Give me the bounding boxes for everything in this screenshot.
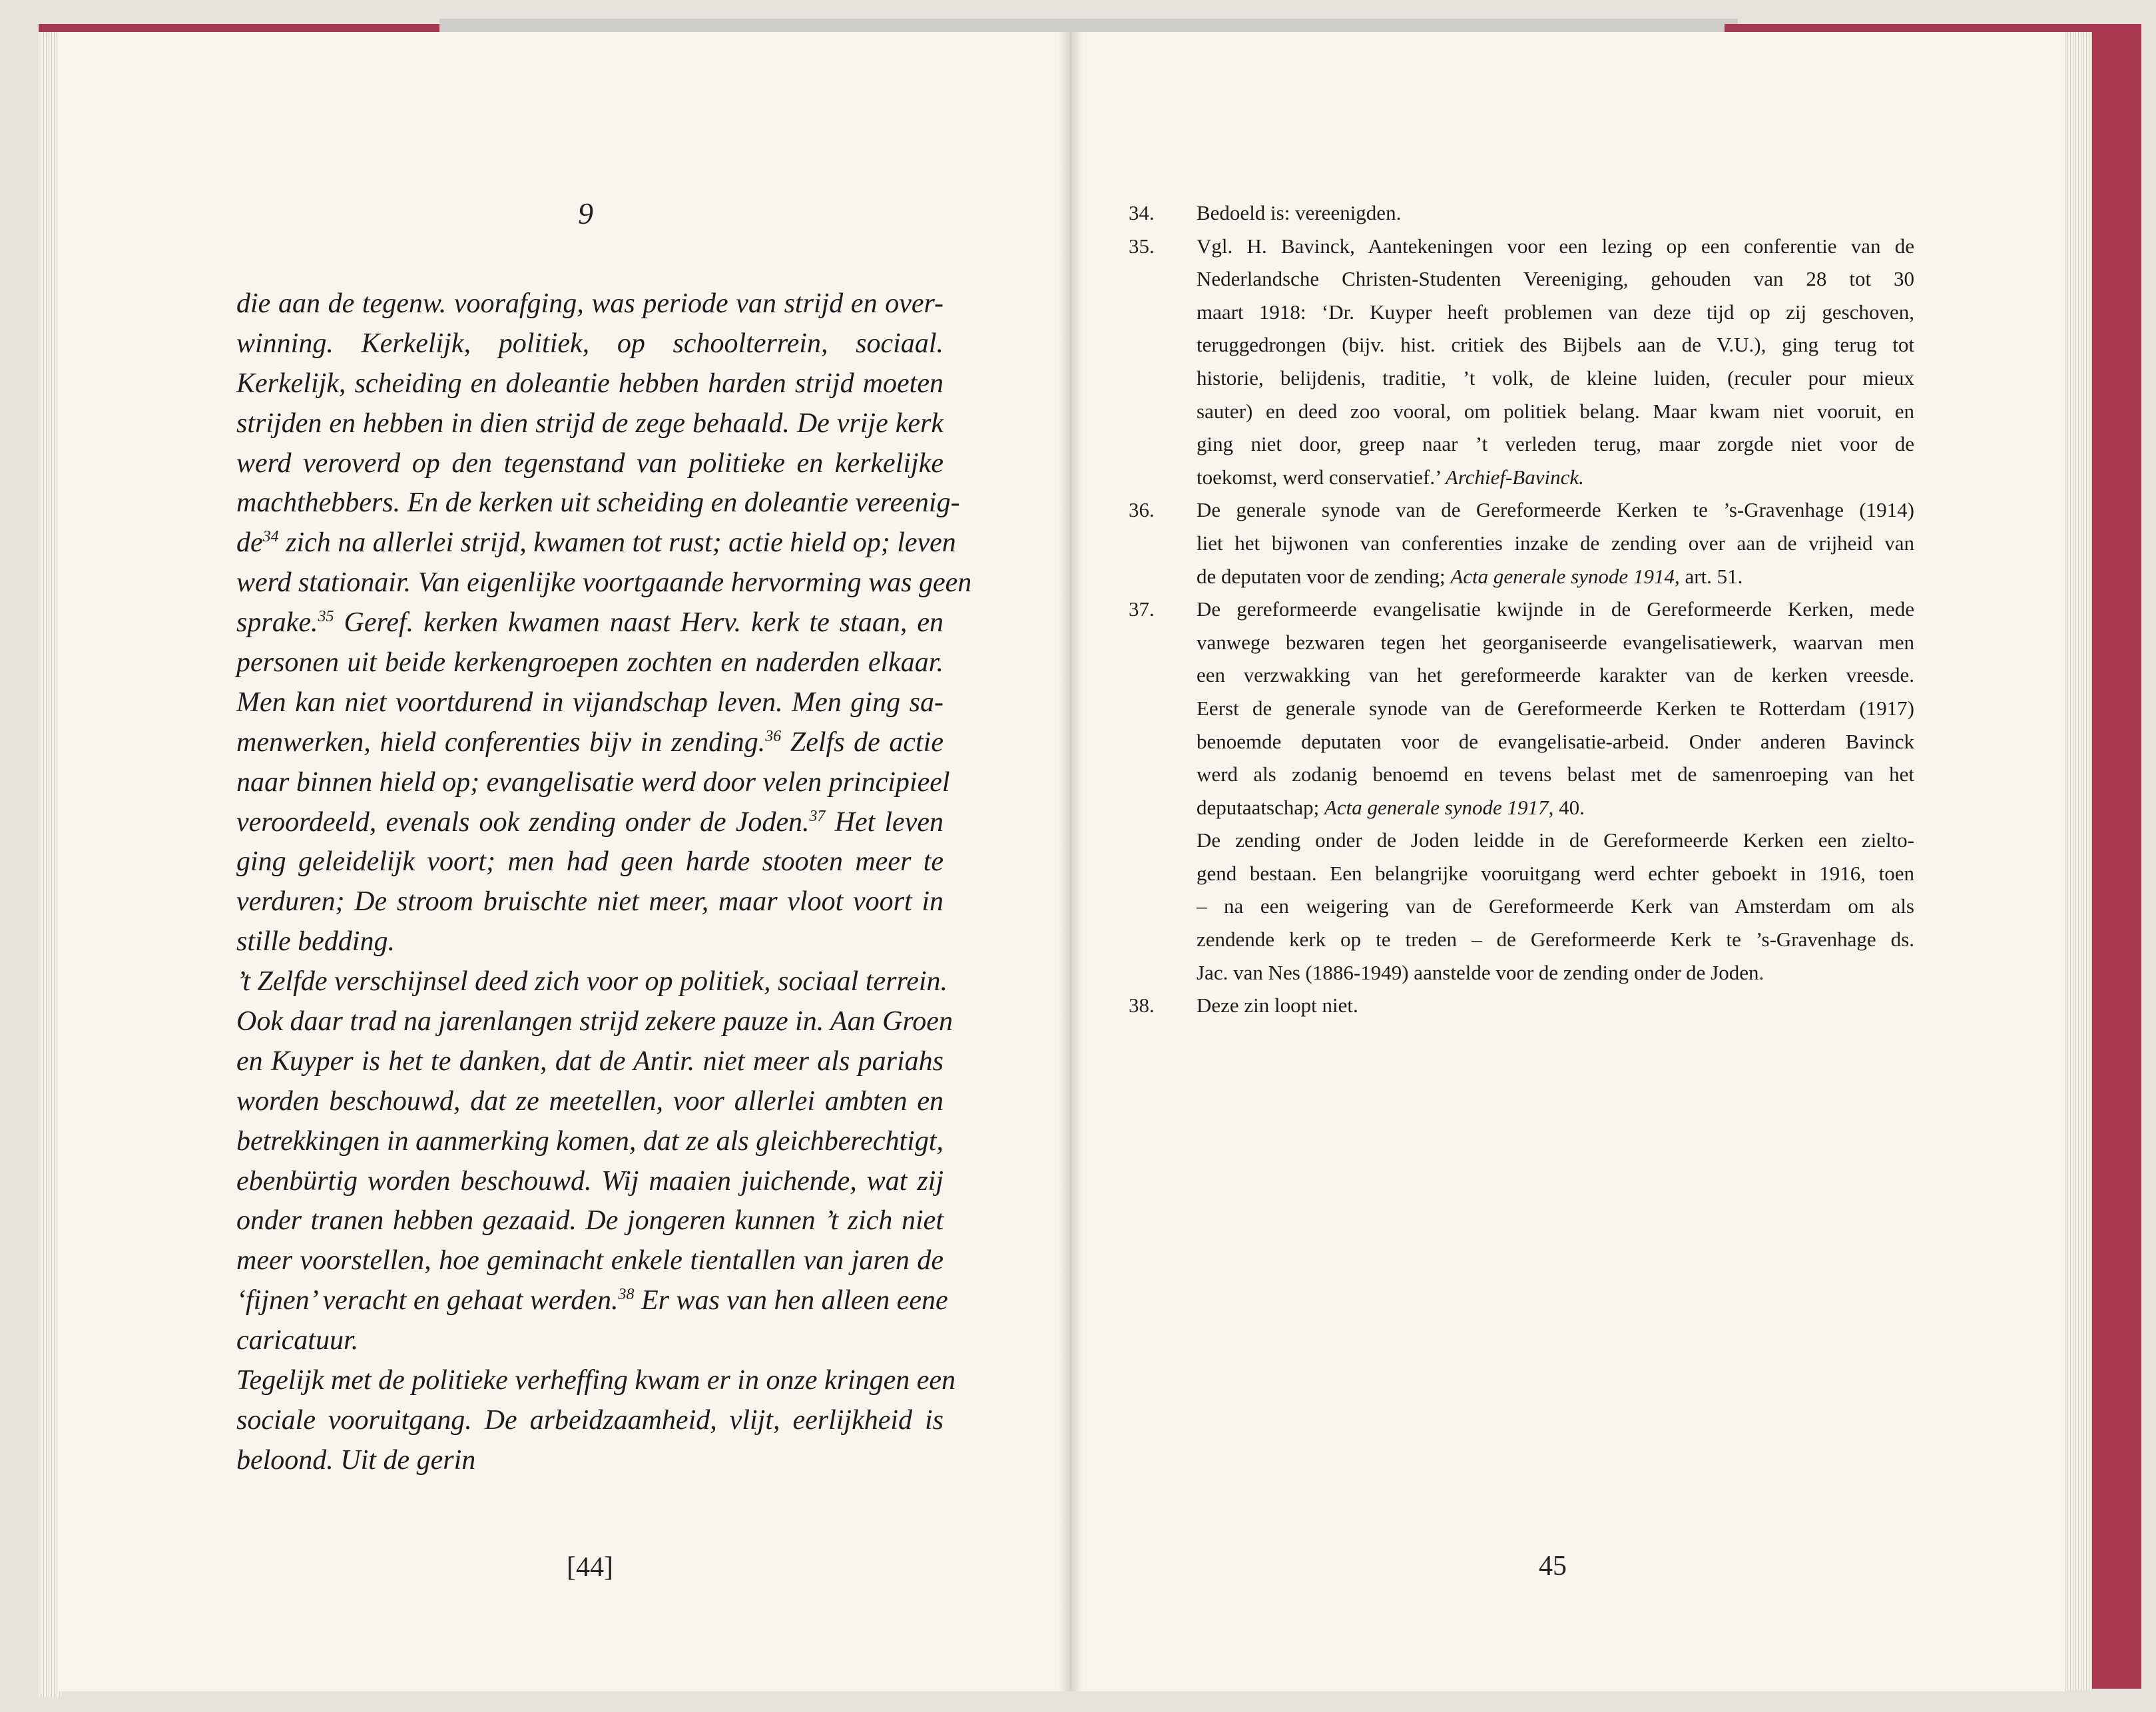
text-span: teruggedrongen (bijv. hist. critiek des Bijbels aan de V.U.), ging terug tot [1197,333,1914,357]
text-span: De zending onder de Joden leidde in de Gereformeerde Kerken een zielto- [1197,828,1914,852]
book-cover-right [2089,24,2141,1689]
text-span: Archief-Bavinck. [1445,465,1584,489]
text-span: sauter) en deed zoo vooral, om politiek belang. Maar kwam niet vooruit, en [1197,399,1914,423]
text-line [236,1241,943,1281]
text-span: maart 1918: ‘Dr. Kuyper heeft problemen van deze tijd op zij geschoven, [1197,300,1914,324]
footnote-line [1197,626,1914,659]
footnote-line [1197,560,1914,593]
text-span: de deputaten voor de zending; [1197,564,1451,588]
footnote-number: 38. [1129,994,1155,1017]
footnote-line [1197,527,1914,560]
footnote-line [1197,956,1914,990]
text-span: Tegelijk met de politieke verheffing kwam er in onze kringen een [236,1365,956,1396]
footnote-line [1197,890,1914,923]
text-span: de [236,527,263,559]
footnote-number: 36. [1129,498,1155,522]
footnote-line [1197,196,1914,230]
text-span: ‘fijnen’ veracht en gehaat werden. [236,1285,619,1316]
text-span: sociale vooruitgang. De arbeidzaamheid, vlijt, eerlijkheid is [236,1404,943,1436]
text-line [236,763,950,803]
page-edges-left [39,32,61,1697]
footnote-line [1197,725,1914,758]
footnote-item [1129,230,1914,494]
footnote-item [1129,989,1914,1022]
text-line [236,563,972,603]
text-span: een verzwakking van het gereformeerde karakter van de kerken vreesde. [1197,663,1914,687]
footnote-item [1129,593,1914,989]
footnote-text [1197,593,1914,989]
footnote-item [1129,196,1914,230]
text-span: winning. Kerkelijk, politiek, op schoolterrein, sociaal. [236,328,943,359]
footnote-line [1197,758,1914,791]
footnote-number: 35. [1129,234,1155,258]
text-span: , 40. [1548,795,1585,819]
text-line [236,1082,943,1122]
footnote-line [1197,791,1914,824]
chapter-number: 9 [578,196,593,230]
text-span: benoemde deputaten voor de evangelisatie-arbeid. Onder anderen Bavinck [1197,729,1914,753]
text-span: Geref. kerken kwamen naast Herv. kerk te staan, en [334,607,943,639]
text-span: liet het bijwonen van conferenties inzake de zending over aan de vrijheid van [1197,531,1914,555]
text-line [236,483,960,523]
text-span: worden beschouwd, dat ze meetellen, voor allerlei ambten en [236,1085,943,1117]
text-span: gend bestaan. Een belangrijke vooruitgang werd echter geboekt in 1916, toen [1197,861,1914,885]
text-line [236,1042,943,1082]
text-span: ebenbürtig worden beschouwd. Wij maaien juichende, wat zij [236,1165,943,1197]
text-span: Eerst de generale synode van de Gereformeerde Kerken te Rotterdam (1917) [1197,696,1914,720]
text-line [236,683,943,723]
text-span: strijden en hebben in dien strijd de zege behaald. De vrije kerk [236,408,943,439]
text-line [236,1201,943,1241]
text-line [236,364,943,404]
footnote-text [1197,196,1914,230]
text-span: Deze zin loopt niet. [1197,994,1358,1017]
text-span: Acta generale synode 1914 [1450,564,1675,588]
text-line [236,882,943,922]
footnote-ref: 37 [809,807,826,825]
text-span: historie, belijdenis, traditie, ’t volk, de kleine luiden, (reculer pour mieux [1197,366,1914,390]
footnote-line [1197,296,1914,329]
text-span: veroordeeld, evenals ook zending onder de Joden. [236,806,810,838]
text-span: Kerkelijk, scheiding en doleantie hebben harden strijd moeten [236,368,943,399]
footnote-ref: 38 [618,1286,635,1304]
text-span: naar binnen hield op; evangelisatie werd door velen principieel [236,766,950,798]
footnote-line [1197,428,1914,461]
scanner-frame-top [439,19,1738,32]
text-span: Bedoeld is: vereenigden. [1197,201,1402,224]
footnote-text [1197,989,1914,1022]
text-line [236,1281,948,1321]
text-span: die aan de tegenw. voorafging, was periode van strijd en over- [236,288,943,319]
text-span: betrekkingen in aanmerking komen, dat ze als gleichberechtigt, [236,1125,943,1157]
page-number-right: 45 [1539,1551,1567,1581]
text-line [236,444,943,484]
text-span: ’t Zelfde verschijnsel deed zich voor op politiek, sociaal terrein. [236,966,948,998]
footnote-line [1197,395,1914,428]
footnote-ref: 34 [262,528,279,546]
text-span: ging niet door, greep naar ’t verleden terug, maar zorgde niet voor de [1197,432,1914,456]
footnote-line [1197,262,1914,296]
footnote-line [1197,989,1914,1022]
text-span: , art. 51. [1674,564,1743,588]
text-line [236,1122,943,1162]
main-text [236,284,972,1481]
footnote-line [1197,593,1914,626]
text-line [236,603,943,643]
text-span: Het leven [825,806,943,838]
footnote-ref: 35 [318,608,334,626]
text-line [236,842,943,882]
text-span: werd als zodanig benoemd en tevens belast met de samenroeping van het [1197,762,1914,786]
text-line [236,1162,943,1202]
text-span: stille bedding. [236,926,395,958]
text-span: werd veroverd op den tegenstand van politieke en kerkelijke [236,447,943,479]
text-span: – na een weigering van de Gereformeerde Kerk van Amsterdam om als [1197,894,1914,918]
text-line [236,643,943,683]
text-span: meer voorstellen, hoe geminacht enkele tientallen van jaren de [236,1245,943,1277]
text-line [236,723,943,763]
text-span: Er was van hen alleen eene [634,1285,948,1316]
footnote-line [1197,692,1914,725]
text-span: Jac. van Nes (1886-1949) aanstelde voor de zending onder de Joden. [1197,960,1764,984]
text-span: verduren; De stroom bruischte niet meer, maar vloot voort in [236,886,943,918]
footnote-line [1197,493,1914,527]
footnote-line [1197,923,1914,956]
text-span: sprake. [236,607,318,639]
footnote-number: 37. [1129,597,1155,621]
text-span: werd stationair. Van eigenlijke voortgaande hervorming was geen [236,567,972,599]
text-line [236,962,948,1002]
text-span: Acta generale synode 1917 [1324,795,1549,819]
text-span: zich na allerlei strijd, kwamen tot rust; actie hield op; leven [278,527,956,559]
text-line [236,1002,953,1042]
text-span: deputaatschap; [1197,795,1324,819]
footnotes [1129,196,1914,1022]
footnote-line [1197,824,1914,857]
text-line [236,324,943,364]
footnote-line [1197,230,1914,263]
footnote-text [1197,230,1914,494]
footnote-line [1197,659,1914,692]
text-span: menwerken, hield conferenties bijv in zending. [236,726,766,758]
text-line [236,284,943,324]
page-number-left: [44] [567,1552,613,1583]
footnote-line [1197,362,1914,395]
text-line [236,404,943,444]
text-span: Ook daar trad na jarenlangen strijd zekere pauze in. Aan Groen [236,1006,953,1037]
text-span: personen uit beide kerkengroepen zochten en naderden elkaar. [236,647,943,679]
text-span: en Kuyper is het te danken, dat de Antir. niet meer als pariahs [236,1045,943,1077]
text-span: caricatuur. [236,1325,359,1356]
text-span: Zelfs de actie [781,726,943,758]
text-span: beloond. Uit de gerin [236,1444,476,1476]
text-span: Men kan niet voortdurend in vijandschap leven. Men ging sa- [236,687,943,718]
text-span: De gereformeerde evangelisatie kwijnde in de Gereformeerde Kerken, mede [1197,597,1914,621]
text-span: De generale synode van de Gereformeerde Kerken te ’s-Gravenhage (1914) [1197,498,1914,522]
footnote-line [1197,857,1914,890]
text-span: vanwege bezwaren tegen het georganiseerde evangelisatiewerk, waarvan men [1197,630,1914,654]
footnote-item [1129,493,1914,593]
text-span: toekomst, werd conservatief.’ [1197,465,1446,489]
text-span: Nederlandsche Christen-Studenten Vereeniging, gehouden van 28 tot 30 [1197,267,1914,291]
footnote-text [1197,493,1914,593]
book-gutter [1059,32,1083,1691]
text-span: ging geleidelijk voort; men had geen harde stooten meer te [236,846,943,878]
text-line [236,803,943,843]
footnote-number: 34. [1129,201,1155,224]
page-edges-right [2063,32,2092,1690]
text-span: zendende kerk op te treden – de Gereformeerde Kerk te ’s-Gravenhage ds. [1197,928,1914,952]
text-line [236,523,956,563]
text-line [236,1441,943,1481]
text-line [236,1361,956,1401]
text-line [236,1401,943,1441]
footnote-line [1197,328,1914,362]
text-line [236,922,943,962]
text-span: Vgl. H. Bavinck, Aantekeningen voor een lezing op een conferentie van de [1197,234,1914,258]
text-span: machthebbers. En de kerken uit scheiding en doleantie vereenig- [236,487,960,519]
text-line [236,1321,943,1361]
footnote-ref: 36 [765,727,782,745]
text-span: onder tranen hebben gezaaid. De jongeren kunnen ’t zich niet [236,1205,943,1237]
footnote-line [1197,461,1914,494]
